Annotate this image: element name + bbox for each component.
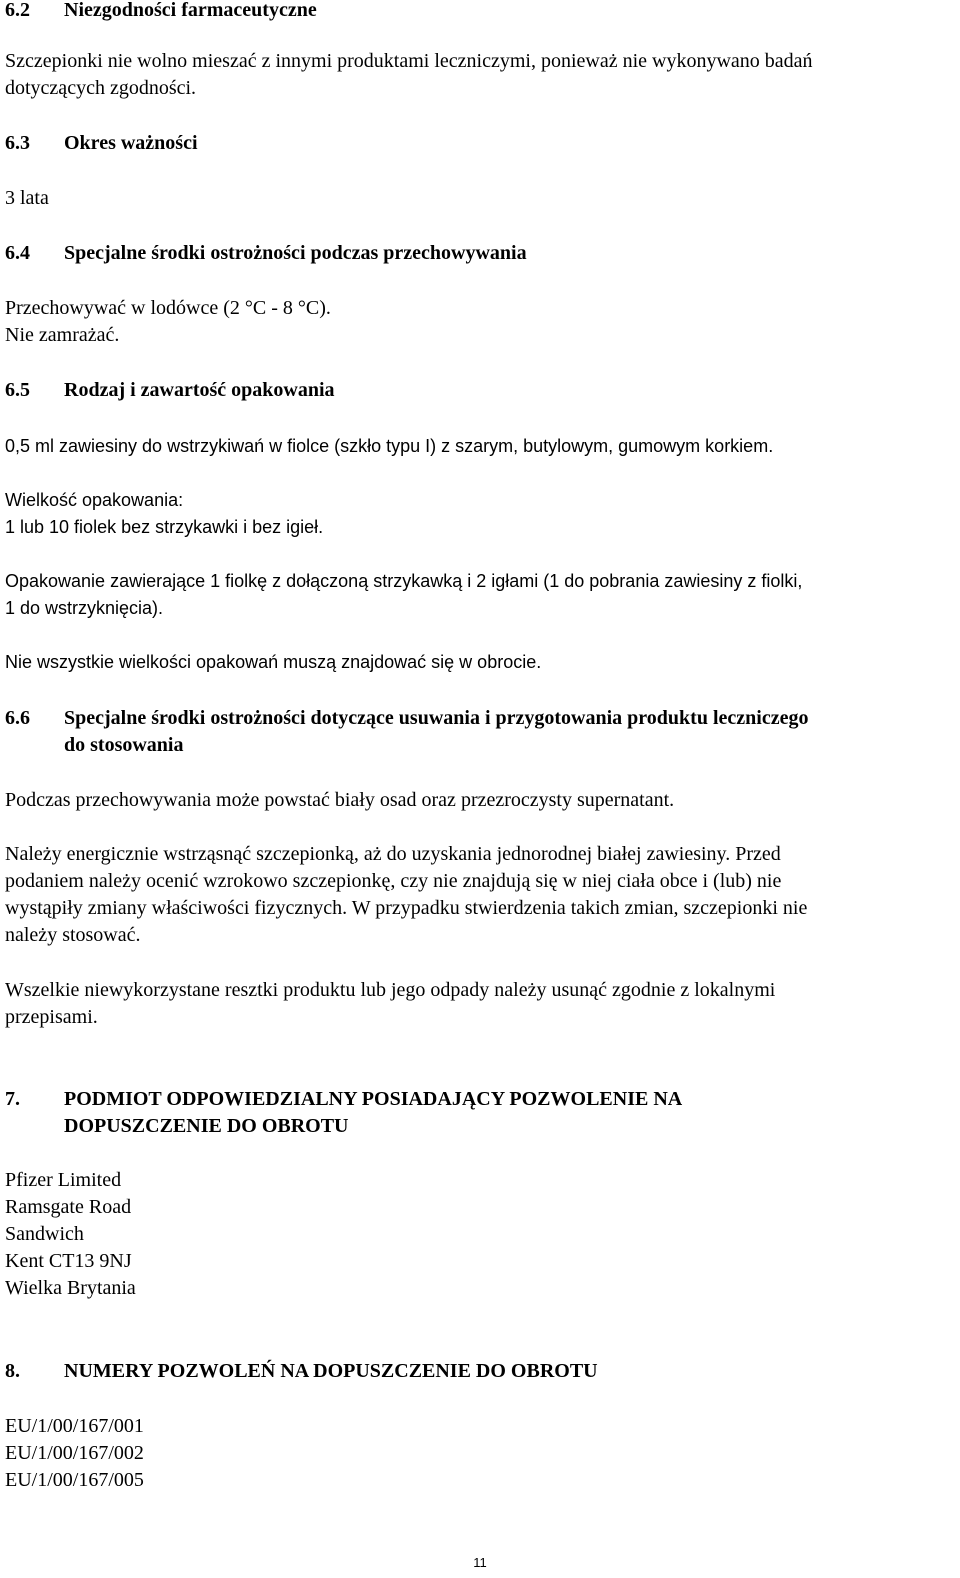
authorization-number: EU/1/00/167/002 (5, 1442, 144, 1464)
paragraph-line: Wielkość opakowania: (5, 490, 184, 510)
section-6-5-heading (5, 377, 335, 404)
paragraph-line: Podczas przechowywania może powstać biały osad oraz przezroczysty supernatant. (5, 789, 675, 811)
section-6-4-heading (5, 240, 527, 267)
section-number: 6.6 (5, 707, 30, 729)
address-line: Sandwich (5, 1223, 84, 1245)
paragraph-line: Nie wszystkie wielkości opakowań muszą znajdować się w obrocie. (5, 652, 542, 672)
section-title: Niezgodności farmaceutyczne (64, 0, 317, 21)
section-title-continued: DOPUSZCZENIE DO OBROTU (64, 1115, 349, 1137)
address-line: Ramsgate Road (5, 1196, 132, 1218)
section-title: Okres ważności (64, 132, 198, 154)
address-line: Wielka Brytania (5, 1277, 136, 1299)
section-number: 6.2 (5, 0, 30, 21)
paragraph-line: 1 do wstrzyknięcia). (5, 598, 164, 618)
paragraph-line: Szczepionki nie wolno mieszać z innymi produktami leczniczymi, ponieważ nie wykonywano badań (5, 50, 813, 72)
paragraph-line: 1 lub 10 fiolek bez strzykawki i bez igieł. (5, 517, 324, 537)
section-title: Specjalne środki ostrożności podczas przechowywania (64, 242, 527, 264)
section-title: Specjalne środki ostrożności dotyczące usuwania i przygotowania produktu leczniczego (64, 707, 809, 729)
section-6-2-heading (5, 0, 317, 24)
page-number: 11 (473, 1555, 487, 1570)
paragraph-line: przepisami. (5, 1006, 98, 1028)
paragraph-line: 3 lata (5, 187, 49, 209)
address-line: Kent CT13 9NJ (5, 1250, 132, 1272)
section-title: NUMERY POZWOLEŃ NA DOPUSZCZENIE DO OBROTU (64, 1360, 598, 1382)
paragraph-line: Nie zamrażać. (5, 324, 120, 346)
paragraph-line: należy stosować. (5, 924, 141, 946)
section-6-6-heading (5, 705, 808, 732)
address-line: Pfizer Limited (5, 1169, 122, 1191)
paragraph-line: wystąpiły zmiany właściwości fizycznych. W przypadku stwierdzenia takich zmian, szczepionki nie (5, 897, 808, 919)
authorization-number: EU/1/00/167/005 (5, 1469, 144, 1491)
authorization-number: EU/1/00/167/001 (5, 1415, 144, 1437)
section-number: 7. (5, 1088, 20, 1110)
paragraph-line: dotyczących zgodności. (5, 77, 197, 99)
section-title-continued: do stosowania (64, 734, 184, 756)
section-number: 6.3 (5, 132, 30, 154)
paragraph-line: Wszelkie niewykorzystane resztki produktu lub jego odpady należy usunąć zgodnie z lokalnymi (5, 979, 776, 1001)
paragraph-line: Opakowanie zawierające 1 fiolkę z dołączoną strzykawką i 2 igłami (1 do pobrania zawiesiny z fiolki, (5, 571, 803, 591)
section-number: 8. (5, 1360, 20, 1382)
section-number: 6.4 (5, 242, 30, 264)
paragraph-line: Należy energicznie wstrząsnąć szczepionką, aż do uzyskania jednorodnej białej zawiesiny. Przed (5, 843, 781, 865)
section-8-heading (5, 1358, 598, 1385)
paragraph-line: Przechowywać w lodówce (2 °C - 8 °C). (5, 297, 331, 319)
section-number: 6.5 (5, 379, 30, 401)
paragraph-line: podaniem należy ocenić wzrokowo szczepionkę, czy nie znajdują się w niej ciała obce i (lub) nie (5, 870, 782, 892)
section-6-3-heading (5, 130, 198, 157)
paragraph-line: 0,5 ml zawiesiny do wstrzykiwań w fiolce (szkło typu I) z szarym, butylowym, gumowym korkiem. (5, 436, 774, 456)
section-title: PODMIOT ODPOWIEDZIALNY POSIADAJĄCY POZWOLENIE NA (64, 1088, 683, 1110)
section-title: Rodzaj i zawartość opakowania (64, 379, 335, 401)
section-7-heading (5, 1086, 682, 1113)
